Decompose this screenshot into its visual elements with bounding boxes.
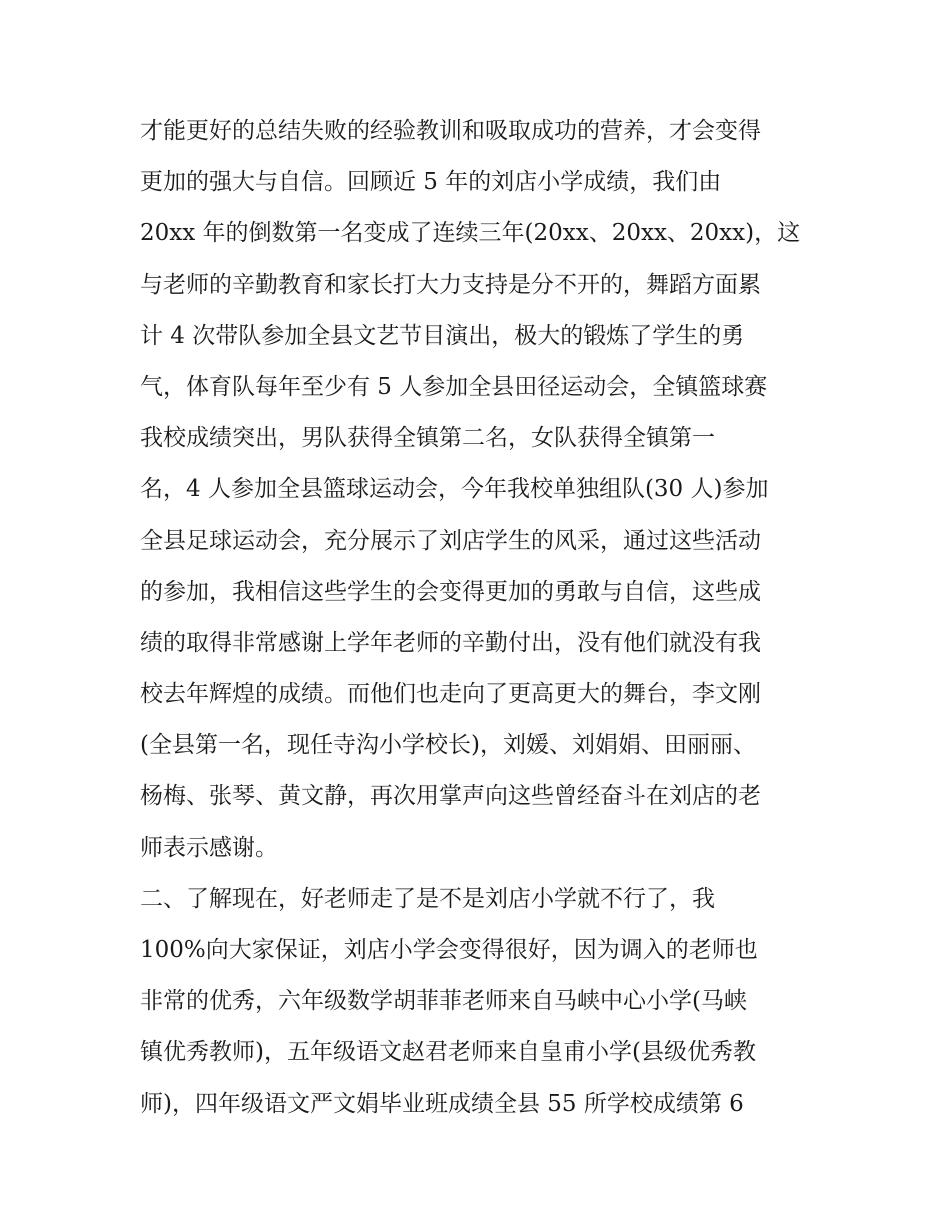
text-line: 二、了解现在，好老师走了是不是刘店小学就不行了，我	[140, 885, 715, 912]
text-line: 非常的优秀，六年级数学胡菲菲老师来自马峡中心小学(马峡	[140, 988, 747, 1015]
text-line: 更加的强大与自信。回顾近 5 年的刘店小学成绩，我们由	[140, 169, 722, 196]
text-line: 20xx 年的倒数第一名变成了连续三年(20xx、20xx、20xx)，这	[140, 220, 801, 247]
text-line: 绩的取得非常感谢上学年老师的辛勤付出，没有他们就没有我	[140, 629, 761, 656]
text-line: 师表示感谢。	[140, 834, 278, 861]
text-line: 杨梅、张琴、黄文静，再次用掌声向这些曾经奋斗在刘店的老	[140, 783, 761, 810]
text-line: 镇优秀教师)，五年级语文赵君老师来自皇甫小学(县级优秀教	[140, 1039, 756, 1066]
text-line: 我校成绩突出，男队获得全镇第二名，女队获得全镇第一	[140, 425, 715, 452]
body-text	[140, 106, 820, 1130]
text-line: 校去年辉煌的成绩。而他们也走向了更高更大的舞台，李文刚	[140, 681, 761, 708]
text-line: 名，4 人参加全县篮球运动会，今年我校单独组队(30 人)参加	[140, 476, 769, 503]
text-line: 才能更好的总结失败的经验教训和吸取成功的营养，才会变得	[140, 118, 761, 144]
text-line: 的参加，我相信这些学生的会变得更加的勇敢与自信，这些成	[140, 578, 761, 605]
text-line: 气，体育队每年至少有 5 人参加全县田径运动会，全镇篮球赛	[140, 373, 768, 400]
text-line: 全县足球运动会，充分展示了刘店学生的风采，通过这些活动	[140, 527, 761, 554]
text-line: 师)，四年级语文严文娟毕业班成绩全县 55 所学校成绩第 6	[140, 1090, 744, 1117]
text-line: 100%向大家保证，刘店小学会变得很好，因为调入的老师也	[140, 937, 758, 963]
text-line: (全县第一名，现任寺沟小学校长)，刘媛、刘娟娟、田丽丽、	[140, 732, 756, 759]
text-line: 与老师的辛勤教育和家长打大力支持是分不开的，舞蹈方面累	[140, 271, 761, 298]
text-line: 计 4 次带队参加全县文艺节目演出，极大的锻炼了学生的勇	[140, 322, 745, 349]
